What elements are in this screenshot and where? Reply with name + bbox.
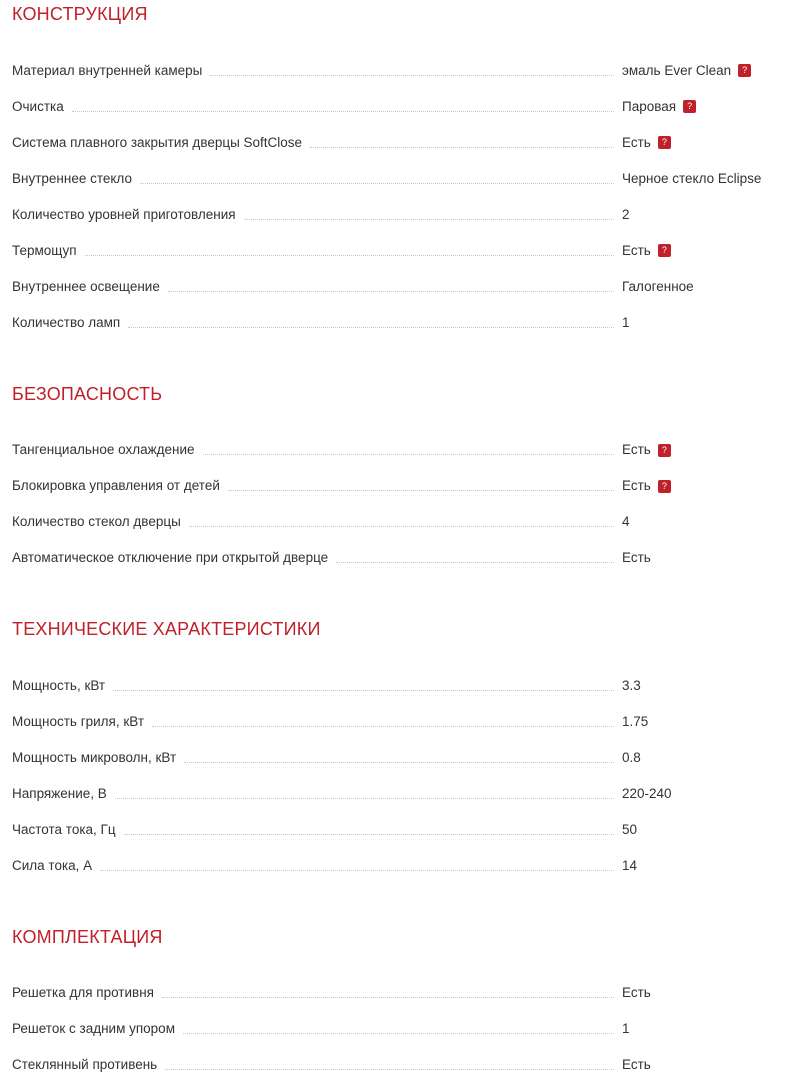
- spec-value-wrap: [622, 514, 798, 533]
- spec-value-wrap: [622, 279, 798, 298]
- spec-label: Внутреннее освещение: [12, 278, 160, 294]
- spec-label: Количество уровней приготовления: [12, 206, 236, 222]
- spec-list-technical: [12, 661, 798, 877]
- spec-list-safety: [12, 425, 798, 569]
- spec-row: [12, 1004, 798, 1040]
- spec-row: [12, 533, 798, 569]
- spec-dot-leader: [162, 996, 614, 998]
- spec-dot-leader: [189, 525, 614, 527]
- spec-dot-leader: [100, 869, 614, 871]
- section-package-contents: [12, 927, 798, 1076]
- spec-row: [12, 425, 798, 461]
- help-icon[interactable]: ?: [658, 244, 671, 257]
- spec-value-wrap: [622, 550, 798, 569]
- spec-value-wrap: [622, 1021, 798, 1040]
- spec-dot-leader: [72, 110, 614, 112]
- spec-value: Есть: [622, 550, 651, 566]
- spec-dot-leader: [184, 761, 614, 763]
- section-title-package: КОМПЛЕКТАЦИЯ: [12, 926, 163, 947]
- spec-row: [12, 46, 798, 82]
- spec-label: Сила тока, А: [12, 857, 93, 873]
- spec-label: Очистка: [12, 98, 64, 114]
- spec-row: [12, 497, 798, 533]
- spec-row: [12, 262, 798, 298]
- spec-value-wrap: [622, 99, 798, 118]
- spec-value: 14: [622, 857, 638, 873]
- help-icon[interactable]: ?: [683, 100, 696, 113]
- spec-row: [12, 841, 798, 877]
- spec-row: [12, 769, 798, 805]
- spec-label: Материал внутренней камеры: [12, 62, 203, 78]
- spec-label: Внутреннее стекло: [12, 170, 132, 186]
- spec-dot-leader: [244, 218, 614, 220]
- spec-value: 1.75: [622, 713, 649, 729]
- spec-label: Мощность, кВт: [12, 677, 106, 693]
- spec-dot-leader: [85, 254, 614, 256]
- spec-value-wrap: [622, 1057, 798, 1076]
- section-safety: [12, 384, 798, 570]
- help-icon[interactable]: ?: [658, 444, 671, 457]
- spec-value-wrap: [622, 243, 798, 262]
- spec-value: Есть: [622, 985, 651, 1001]
- spec-value: Есть: [622, 442, 651, 458]
- spec-label: Блокировка управления от детей: [12, 478, 220, 494]
- spec-dot-leader: [115, 797, 614, 799]
- spec-value: 4: [622, 514, 630, 530]
- spec-dot-leader: [128, 326, 614, 328]
- spec-row: [12, 154, 798, 190]
- spec-row: [12, 190, 798, 226]
- spec-value: 220-240: [622, 785, 672, 801]
- spec-dot-leader: [113, 689, 614, 691]
- spec-value: Есть: [622, 134, 651, 150]
- spec-dot-leader: [140, 182, 614, 184]
- spec-row: [12, 697, 798, 733]
- spec-value: эмаль Ever Clean: [622, 62, 732, 78]
- spec-row: [12, 968, 798, 1004]
- spec-value: Галогенное: [622, 278, 694, 294]
- spec-value-wrap: [622, 714, 798, 733]
- spec-value: 50: [622, 821, 638, 837]
- spec-label: Решеток с задним упором: [12, 1021, 175, 1037]
- spec-label: Мощность гриля, кВт: [12, 713, 145, 729]
- spec-dot-leader: [310, 146, 614, 148]
- spec-dot-leader: [210, 74, 614, 76]
- spec-value-wrap: [622, 786, 798, 805]
- spec-row: [12, 661, 798, 697]
- section-title-safety: БЕЗОПАСНОСТЬ: [12, 383, 163, 404]
- spec-dot-leader: [124, 833, 614, 835]
- spec-value: Черное стекло Eclipse: [622, 170, 762, 186]
- spec-value-wrap: [622, 171, 798, 190]
- spec-value-wrap: [622, 442, 798, 461]
- spec-dot-leader: [336, 561, 614, 563]
- spec-label: Термощуп: [12, 242, 77, 258]
- spec-value: Есть: [622, 478, 651, 494]
- spec-row: [12, 461, 798, 497]
- help-icon[interactable]: ?: [738, 64, 751, 77]
- specifications-page: [0, 4, 810, 1076]
- spec-label: Автоматическое отключение при открытой дверце: [12, 550, 329, 566]
- spec-value: 0.8: [622, 749, 641, 765]
- spec-label: Тангенциальное охлаждение: [12, 442, 195, 458]
- spec-value-wrap: [622, 315, 798, 334]
- spec-value: Есть: [622, 1057, 651, 1073]
- spec-value: Паровая: [622, 98, 677, 114]
- spec-value: 3.3: [622, 677, 641, 693]
- spec-row: [12, 226, 798, 262]
- spec-dot-leader: [168, 290, 614, 292]
- spec-value-wrap: [622, 985, 798, 1004]
- spec-value-wrap: [622, 207, 798, 226]
- spec-label: Напряжение, В: [12, 785, 107, 801]
- section-title-construction: КОНСТРУКЦИЯ: [12, 4, 148, 24]
- spec-dot-leader: [228, 489, 614, 491]
- spec-label: Система плавного закрытия дверцы SoftClose: [12, 134, 303, 150]
- spec-label: Количество ламп: [12, 314, 121, 330]
- spec-dot-leader: [152, 725, 614, 727]
- spec-value-wrap: [622, 750, 798, 769]
- spec-dot-leader: [203, 453, 614, 455]
- spec-value-wrap: [622, 63, 798, 82]
- spec-value-wrap: [622, 135, 798, 154]
- spec-value-wrap: [622, 478, 798, 497]
- spec-value: 1: [622, 314, 630, 330]
- spec-value: 2: [622, 206, 630, 222]
- spec-label: Частота тока, Гц: [12, 821, 116, 837]
- spec-row: [12, 733, 798, 769]
- spec-value-wrap: [622, 678, 798, 697]
- spec-list-package: [12, 968, 798, 1076]
- section-construction: [12, 4, 798, 334]
- help-icon[interactable]: ?: [658, 480, 671, 493]
- spec-row: [12, 298, 798, 334]
- spec-value: Есть: [622, 242, 651, 258]
- spec-label: Решетка для противня: [12, 985, 154, 1001]
- spec-value: 1: [622, 1021, 630, 1037]
- spec-row: [12, 805, 798, 841]
- spec-row: [12, 82, 798, 118]
- section-title-technical: ТЕХНИЧЕСКИЕ ХАРАКТЕРИСТИКИ: [12, 619, 321, 640]
- section-technical-characteristics: [12, 619, 798, 877]
- help-icon[interactable]: ?: [658, 136, 671, 149]
- spec-row: [12, 118, 798, 154]
- spec-label: Стеклянный противень: [12, 1057, 158, 1073]
- spec-value-wrap: [622, 822, 798, 841]
- spec-value-wrap: [622, 858, 798, 877]
- spec-dot-leader: [183, 1032, 614, 1034]
- spec-dot-leader: [165, 1068, 614, 1070]
- spec-label: Количество стекол дверцы: [12, 514, 181, 530]
- spec-list-construction: [12, 46, 798, 334]
- spec-label: Мощность микроволн, кВт: [12, 749, 177, 765]
